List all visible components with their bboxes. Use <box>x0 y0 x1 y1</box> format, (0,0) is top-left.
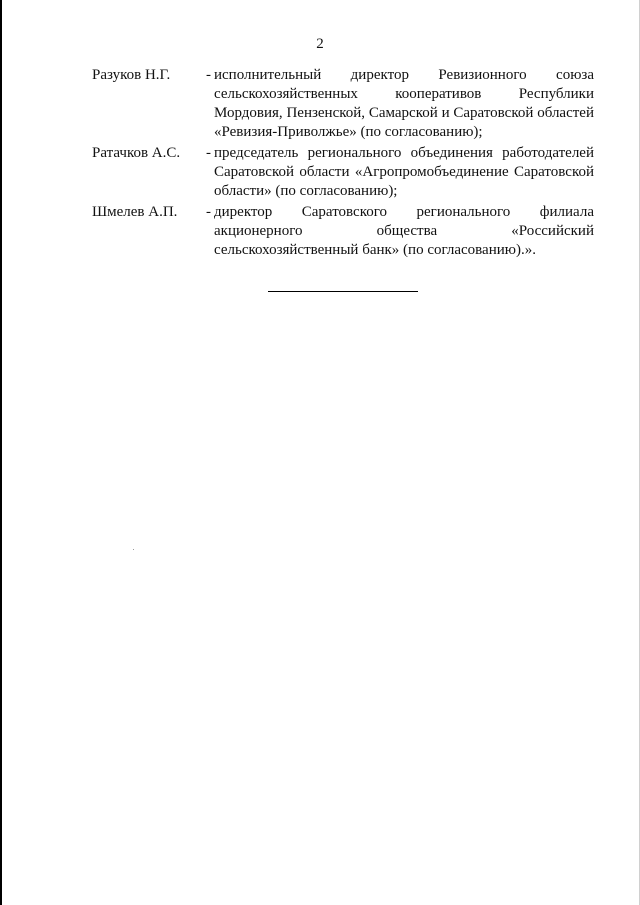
member-description: председатель регионального объединения работодателей Саратовской области «Агропромобъединение Саратовской области» (по согласованию); <box>214 145 594 199</box>
member-entry-shmelev <box>92 203 594 260</box>
page-number: 2 <box>316 36 324 52</box>
member-description: исполнительный директор Ревизионного союза сельскохозяйственных кооперативов Республики Мордовия, Пензенской, Самарской и Саратовской областей «Ревизия-Приволжье» (по согласованию); <box>214 67 594 140</box>
scan-speck <box>133 549 134 550</box>
member-dash: - <box>206 145 211 161</box>
member-name: Разуков Н.Г. <box>92 67 171 83</box>
member-dash: - <box>206 204 211 220</box>
end-separator-line <box>268 291 418 292</box>
member-dash: - <box>206 67 211 83</box>
member-entry-razukov <box>92 66 594 142</box>
member-name: Ратачков А.С. <box>92 145 181 161</box>
member-entry-ratachkov <box>92 144 594 201</box>
member-name: Шмелев А.П. <box>92 204 178 220</box>
members-list <box>92 66 594 262</box>
member-description: директор Саратовского регионального филиала акционерного общества «Российский сельскохозяйственный банк» (по согласованию).». <box>214 204 594 258</box>
scan-edge-left <box>0 0 2 905</box>
